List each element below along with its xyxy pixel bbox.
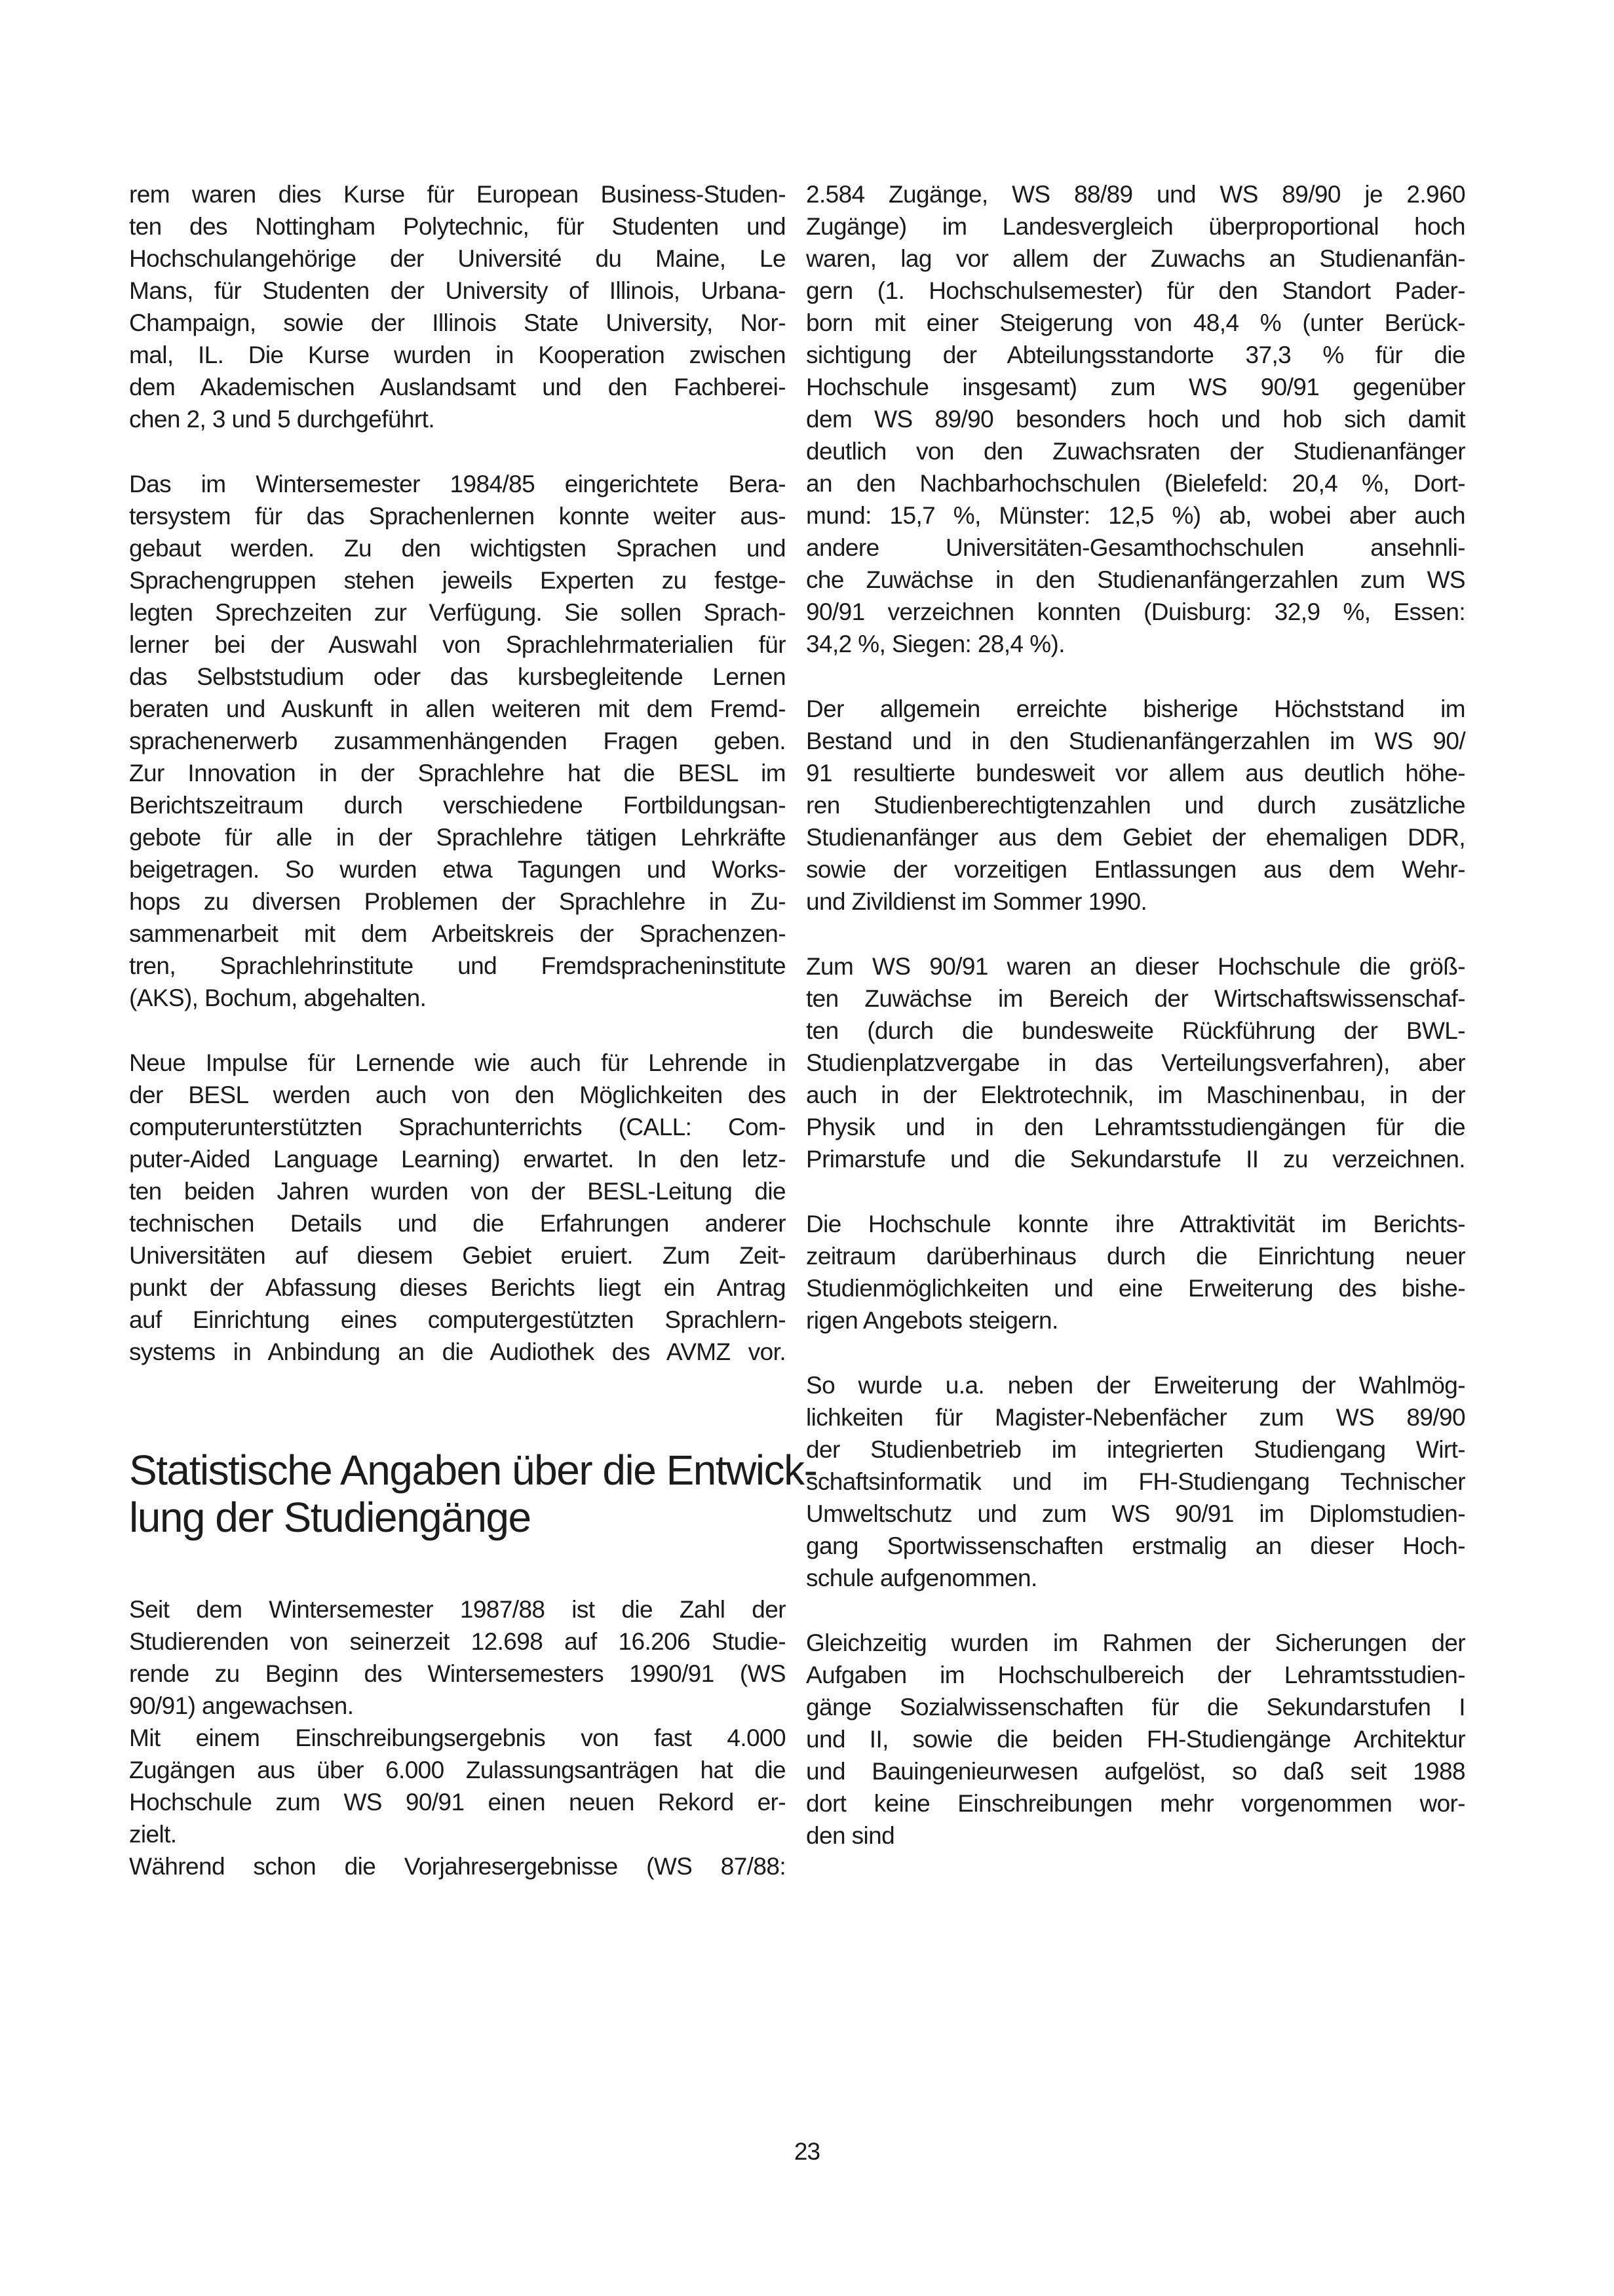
text-line: Seit dem Wintersemester 1987/88 ist die Zahl der	[129, 1596, 786, 1623]
text-line: Zur Innovation in der Sprachlehre hat die BESL im	[129, 760, 786, 787]
text-line: ren Studienberechtigtenzahlen und durch zusätzliche	[806, 792, 1465, 819]
text-line: Studienanfänger aus dem Gebiet der ehemaligen DDR,	[806, 824, 1465, 851]
text-line: gebaut werden. Zu den wichtigsten Sprachen und	[129, 535, 786, 562]
text-line: gang Sportwissenschaften erstmalig an dieser Hoch-	[806, 1532, 1465, 1559]
text-line: und II, sowie die beiden FH-Studiengänge Architektur	[806, 1726, 1465, 1753]
text-line: an den Nachbarhochschulen (Bielefeld: 20,4 %, Dort-	[806, 470, 1465, 497]
section-heading	[129, 1447, 817, 1541]
text-line: schule aufgenommen.	[806, 1565, 1037, 1591]
section-spacer	[129, 1541, 786, 1593]
text-line: ten Zuwächse im Bereich der Wirtschaftswissenschaf-	[806, 985, 1465, 1012]
text-line: Hochschule zum WS 90/91 einen neuen Rekord er-	[129, 1789, 786, 1816]
text-line: schaftsinformatik und im FH-Studiengang Technischer	[806, 1468, 1465, 1495]
text-line: 90/91 verzeichnen konnten (Duisburg: 32,9 %, Essen:	[806, 598, 1465, 625]
text-line: rigen Angebots steigern.	[806, 1307, 1058, 1334]
text-line: Gleichzeitig wurden im Rahmen der Sicherungen der	[806, 1629, 1465, 1656]
text-line: lerner bei der Auswahl von Sprachlehrmaterialien für	[129, 631, 786, 658]
paragraph-european-courses	[129, 178, 786, 435]
text-line: und Zivildienst im Sommer 1990.	[806, 888, 1147, 915]
paragraph-spacer	[806, 1175, 1465, 1208]
paragraph-spacer	[806, 918, 1465, 950]
text-line: Zum WS 90/91 waren an dieser Hochschule die größ-	[806, 953, 1465, 980]
text-line: mal, IL. Die Kurse wurden in Kooperation zwischen	[129, 341, 786, 368]
text-line: rende zu Beginn des Wintersemesters 1990/91 (WS	[129, 1660, 786, 1687]
paragraph-largest-growth	[806, 950, 1465, 1175]
text-line: Zugänge) im Landesvergleich überproportional hoch	[806, 213, 1465, 240]
text-line: waren, lag vor allem der Zuwachs an Studienanfän-	[806, 245, 1465, 272]
text-line: der Studienbetrieb im integrierten Studiengang Wirt-	[806, 1436, 1465, 1463]
paragraph-discontinued-programs	[806, 1627, 1465, 1852]
text-line: zeitraum darüberhinaus durch die Einrichtung neuer	[806, 1243, 1465, 1270]
text-line: Umweltschutz und zum WS 90/91 im Diplomstudien-	[806, 1500, 1465, 1527]
text-line: Champaign, sowie der Illinois State University, Nor-	[129, 309, 786, 336]
text-line: beigetragen. So wurden etwa Tagungen und Works-	[129, 856, 786, 883]
paragraph-record-high	[806, 693, 1465, 918]
text-line: puter-Aided Language Learning) erwartet. In den letz-	[129, 1146, 786, 1173]
text-line: ten (durch die bundesweite Rückführung der BWL-	[806, 1017, 1465, 1044]
page-number: 23	[794, 2138, 820, 2165]
text-line: Studienmöglichkeiten und eine Erweiterung des bishe-	[806, 1275, 1465, 1302]
text-line: den sind	[806, 1822, 895, 1849]
text-line: mund: 15,7 %, Münster: 12,5 %) ab, wobei aber auch	[806, 502, 1465, 529]
text-line: 91 resultierte bundesweit vor allem aus deutlich höhe-	[806, 760, 1465, 787]
paragraph-student-count	[129, 1593, 786, 1722]
text-line: beraten und Auskunft in allen weiteren mit dem Fremd-	[129, 695, 786, 722]
text-line: Die Hochschule konnte ihre Attraktivität im Berichts-	[806, 1211, 1465, 1237]
paragraph-enrollment-record	[129, 1722, 786, 1850]
text-line: andere Universitäten-Gesamthochschulen ansehnli-	[806, 534, 1465, 561]
text-line: gänge Sozialwissenschaften für die Sekundarstufen I	[806, 1694, 1465, 1721]
text-line: Physik und in den Lehramtsstudiengängen für die	[806, 1114, 1465, 1140]
text-line: Das im Wintersemester 1984/85 eingerichtete Bera-	[129, 471, 786, 497]
text-line: legten Sprechzeiten zur Verfügung. Sie sollen Sprach-	[129, 599, 786, 626]
text-line: dem WS 89/90 besonders hoch und hob sich damit	[806, 406, 1465, 433]
text-line: Studienplatzvergabe in das Verteilungsverfahren), aber	[806, 1049, 1465, 1076]
text-line: 90/91) angewachsen.	[129, 1692, 354, 1719]
paragraph-new-programs	[806, 1369, 1465, 1594]
text-line: Studierenden von seinerzeit 12.698 auf 16.206 Studie-	[129, 1628, 786, 1655]
left-column	[129, 178, 817, 1882]
text-line: Universitäten auf diesem Gebiet eruiert. Zum Zeit-	[129, 1242, 786, 1269]
text-line: Mans, für Studenten der University of Illinois, Urbana-	[129, 277, 786, 304]
text-line: auf Einrichtung eines computergestützten Sprachlern-	[129, 1306, 786, 1333]
text-line: systems in Anbindung an die Audiothek des AVMZ vor.	[129, 1338, 786, 1365]
text-line: Berichtszeitraum durch verschiedene Fortbildungsan-	[129, 792, 786, 819]
text-line: sammenarbeit mit dem Arbeitskreis der Sprachenzen-	[129, 920, 786, 947]
text-line: technischen Details und die Erfahrungen anderer	[129, 1210, 786, 1237]
text-line: Zugängen aus über 6.000 Zulassungsanträgen hat die	[129, 1757, 786, 1783]
text-line: ten des Nottingham Polytechnic, für Studenten und	[129, 213, 786, 240]
text-line: deutlich von den Zuwachsraten der Studienanfänger	[806, 438, 1465, 465]
text-line: dort keine Einschreibungen mehr vorgenommen wor-	[806, 1790, 1465, 1817]
paragraph-spacer	[129, 1014, 786, 1047]
text-line: Neue Impulse für Lernende wie auch für Lehrende in	[129, 1049, 786, 1076]
text-line: computerunterstützten Sprachunterrichts (CALL: Com-	[129, 1114, 786, 1140]
text-line: So wurde u.a. neben der Erweiterung der Wahlmög-	[806, 1372, 1465, 1399]
paragraph-previous-years	[129, 1850, 786, 1882]
text-line: Bestand und in den Studienanfängerzahlen im WS 90/	[806, 728, 1465, 754]
text-line: sowie der vorzeitigen Entlassungen aus dem Wehr-	[806, 856, 1465, 883]
text-line: Aufgaben im Hochschulbereich der Lehramtsstudien-	[806, 1662, 1465, 1688]
section-spacer	[129, 1368, 786, 1447]
text-line: tersystem für das Sprachenlernen konnte weiter aus-	[129, 503, 786, 530]
text-line: hops zu diversen Problemen der Sprachlehre in Zu-	[129, 888, 786, 915]
paragraph-growth-rates	[806, 178, 1465, 660]
text-line: rem waren dies Kurse für European Business-Studen-	[129, 181, 786, 208]
paragraph-spacer	[129, 435, 786, 468]
heading-line: Statistische Angaben über die Entwick-	[129, 1447, 817, 1494]
text-line: tren, Sprachlehrinstitute und Fremdspracheninstitute	[129, 952, 786, 979]
text-line: (AKS), Bochum, abgehalten.	[129, 984, 427, 1011]
text-line: sichtigung der Abteilungsstandorte 37,3 % für die	[806, 341, 1465, 368]
paragraph-spacer	[806, 1594, 1465, 1627]
text-line: Während schon die Vorjahresergebnisse (WS 87/88:	[129, 1853, 786, 1880]
text-line: 2.584 Zugänge, WS 88/89 und WS 89/90 je 2.960	[806, 181, 1465, 208]
text-line: Mit einem Einschreibungsergebnis von fast 4.000	[129, 1724, 786, 1751]
heading-line: lung der Studiengänge	[129, 1494, 531, 1541]
text-line: 34,2 %, Siegen: 28,4 %).	[806, 631, 1065, 657]
text-line: Der allgemein erreichte bisherige Höchststand im	[806, 695, 1465, 722]
text-line: auch in der Elektrotechnik, im Maschinenbau, in der	[806, 1081, 1465, 1108]
paragraph-spacer	[806, 1336, 1465, 1369]
paragraph-call	[129, 1047, 786, 1368]
text-line: Sprachengruppen stehen jeweils Experten zu festge-	[129, 567, 786, 594]
text-line: dem Akademischen Auslandsamt und den Fachberei-	[129, 374, 786, 400]
text-line: ten beiden Jahren wurden von der BESL-Leitung die	[129, 1178, 786, 1205]
text-line: Hochschulangehörige der Université du Maine, Le	[129, 245, 786, 272]
text-line: che Zuwächse in den Studienanfängerzahlen zum WS	[806, 566, 1465, 593]
text-line: chen 2, 3 und 5 durchgeführt.	[129, 406, 435, 433]
text-line: gebote für alle in der Sprachlehre tätigen Lehrkräfte	[129, 824, 786, 851]
text-line: born mit einer Steigerung von 48,4 % (unter Berück-	[806, 309, 1465, 336]
text-line: sprachenerwerb zusammenhängenden Fragen geben.	[129, 728, 786, 754]
paragraph-advisory-system	[129, 468, 786, 1014]
text-line: Primarstufe und die Sekundarstufe II zu verzeichnen.	[806, 1146, 1465, 1173]
text-line: und Bauingenieurwesen aufgelöst, so daß seit 1988	[806, 1758, 1465, 1785]
text-line: zielt.	[129, 1821, 177, 1848]
right-column	[806, 178, 1465, 1852]
paragraph-attractiveness	[806, 1208, 1465, 1336]
text-line: gern (1. Hochschulsemester) für den Standort Pader-	[806, 277, 1465, 304]
text-line: punkt der Abfassung dieses Berichts liegt ein Antrag	[129, 1274, 786, 1301]
text-line: der BESL werden auch von den Möglichkeiten des	[129, 1081, 786, 1108]
text-line: das Selbststudium oder das kursbegleitende Lernen	[129, 663, 786, 690]
text-line: Hochschule insgesamt) zum WS 90/91 gegenüber	[806, 374, 1465, 400]
paragraph-spacer	[806, 660, 1465, 693]
text-line: lichkeiten für Magister-Nebenfächer zum WS 89/90	[806, 1404, 1465, 1431]
